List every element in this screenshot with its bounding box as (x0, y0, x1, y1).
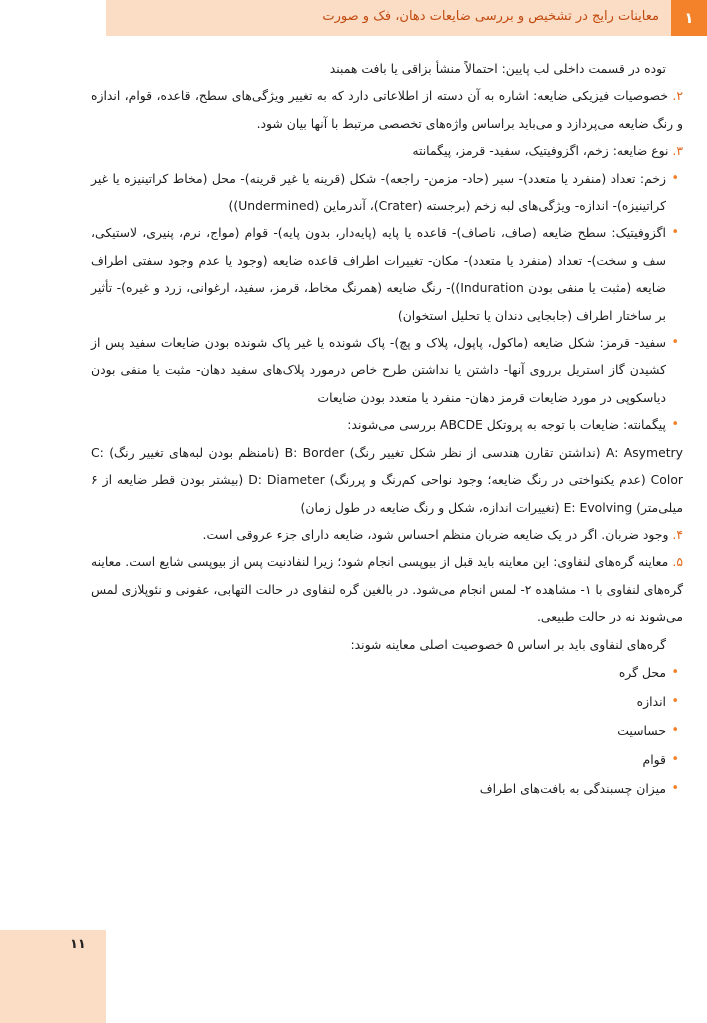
bullet-exophytic (91, 219, 683, 329)
lymph-item-text: اندازه (636, 693, 666, 709)
lymph-item-text: میزان چسبندگی به بافت‌های اطراف (479, 780, 666, 796)
bullet-exophytic-text: اگزوفیتیک: سطح ضایعه (صاف، ناصاف)- قاعده یا پایه (پایه‌دار، بدون پایه)- قوام (مواج، نرم، پنیری، لاستیکی، سف و سخت)- تعداد (منفرد یا متعدد)- مکان- تغییرات اطراف قاعده ضایعه (وجود یا عدم وجود سفتی اطراف ضایعه (مثبت یا منفی بودن Induration))- رنگ ضایعه (همرنگ مخاط، قرمز، سفید، ارغوانی، زرد و غیره)- تأثیر بر ساختار اطراف (جابجایی دندان یا تحلیل استخوان) (91, 225, 666, 323)
item-3-number: ۳. (672, 143, 683, 159)
item-5-text: معاینه گره‌های لنفاوی: این معاینه باید قبل از بیوپسی انجام شود؛ زیرا لنفادنیت پس از بیوپسی شایع است. معاینه گره‌های لنفاوی با ۱- مشاهده ۲- لمس انجام می‌شود. در بالغین گره لنفاوی در حالت التهابی، عفونی و نئوپلازی لمس می‌شوند نه در حالت طبیعی. (91, 554, 683, 625)
header-bar (106, 0, 707, 36)
bullet-icon: • (671, 225, 679, 241)
page-content (91, 55, 683, 803)
item-5-number: ۵. (672, 554, 683, 570)
lymph-item (91, 745, 683, 774)
lymph-item-text: حساسیت (617, 722, 666, 738)
chapter-title: معاینات رایج در تشخیص و بررسی ضایعات دهان، فک و صورت (322, 9, 659, 24)
footer-strip (0, 930, 106, 1023)
item-4 (91, 521, 683, 548)
bullet-ulcer-text: زخم: تعداد (منفرد یا متعدد)- سیر (حاد- مزمن- راجعه)- شکل (قرینه یا غیر قرینه)- محل (مخاط کراتینیزه یا غیر کراتینیزه)- اندازه- ویژگی‌های لبه زخم (برجسته (Crater)، آندرماین (Undermined)) (91, 170, 666, 214)
bullet-ulcer (91, 165, 683, 220)
item-3-text: نوع ضایعه: زخم، اگزوفیتیک، سفید- قرمز، پیگمانته (412, 143, 669, 159)
bullet-icon: • (671, 780, 679, 796)
item-4-text: وجود ضربان. اگر در یک ضایعه ضربان منظم احساس شود، ضایعه دارای جزء عروقی است. (202, 526, 669, 542)
bullet-icon: • (671, 335, 679, 351)
lymph-item-text: محل گره (618, 664, 666, 680)
chapter-number-badge: ۱ (671, 0, 707, 36)
continuation-paragraph: توده در قسمت داخلی لب پایین: احتمالاً منشأ بزاقی یا بافت همبند (329, 61, 666, 76)
abcde-paragraph: A: Asymetry (نداشتن تقارن هندسی از نظر شکل تغییر رنگ) B: Border (نامنظم بودن لبه‌های تغییر رنگ) C: Color (عدم یکنواختی در رنگ ضایعه؛ وجود نواحی کم‌رنگ و پررنگ) D: Diameter (بیشتر بودن قطر ضایعه از ۶ میلی‌متر) E: Evolving (تغییرات اندازه، شکل و رنگ ضایعه در طول زمان) (91, 444, 683, 515)
bullet-icon: • (671, 170, 679, 186)
item-5 (91, 548, 683, 630)
bullet-white-red-text: سفید- قرمز: شکل ضایعه (ماکول، پاپول، پلاک و پچ)- پاک شونده یا غیر پاک شونده بودن ضایعات سفید پس از کشیدن گاز استریل برروی آنها- داشتن یا نداشتن طرح خاص درمورد پلاک‌های سفید دهان- مثبت یا منفی بودن دیاسکوپی در مورد ضایعات قرمز دهان- منفرد یا متعدد بودن ضایعات (91, 335, 666, 405)
page-number: ۱۱ (70, 937, 86, 952)
bullet-pigmented-text: پیگمانته: ضایعات با توجه به پروتکل ABCDE بررسی می‌شوند: (347, 417, 666, 433)
item-3 (91, 137, 683, 164)
bullet-icon: • (671, 417, 679, 433)
lymph-item (91, 687, 683, 716)
bullet-white-red (91, 329, 683, 411)
lymph-item (91, 716, 683, 745)
bullet-icon: • (671, 693, 679, 709)
lymph-item (91, 658, 683, 687)
lymph-intro: گره‌های لنفاوی باید بر اساس ۵ خصوصیت اصلی معاینه شوند: (350, 636, 666, 652)
item-4-number: ۴. (672, 526, 683, 542)
bullet-pigmented (91, 411, 683, 438)
item-2 (91, 82, 683, 137)
lymph-item-text: قوام (642, 751, 666, 767)
bullet-icon: • (671, 664, 679, 680)
lymph-item (91, 774, 683, 803)
bullet-icon: • (671, 751, 679, 767)
item-2-text: خصوصیات فیزیکی ضایعه: اشاره به آن دسته از اطلاعاتی دارد که به تغییر ویژگی‌های سطح، قاعده، قوام، اندازه و رنگ ضایعه می‌پردازد و می‌باید براساس واژه‌های تخصصی مرتبط با آنها بیان شود. (91, 88, 683, 131)
item-2-number: ۲. (672, 88, 683, 104)
bullet-icon: • (671, 722, 679, 738)
